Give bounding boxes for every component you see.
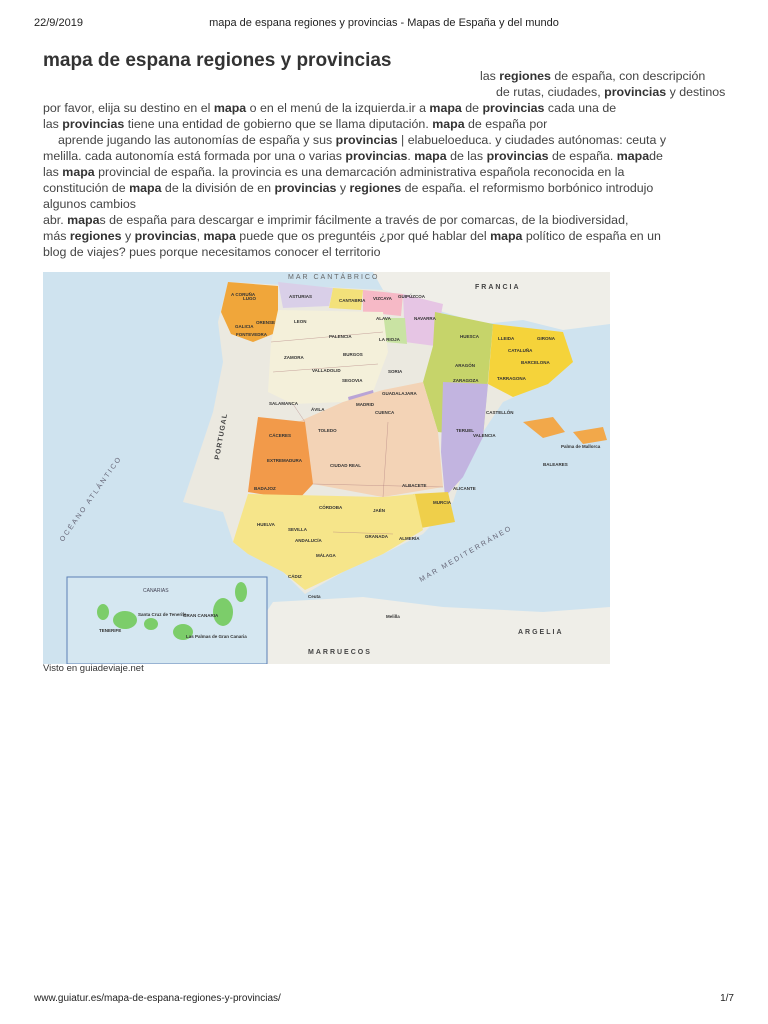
province-label: SEGOVIA: [342, 378, 363, 383]
province-label: BARCELONA: [521, 360, 550, 365]
province-label: ALBACETE: [402, 483, 427, 488]
body-line: [496, 84, 725, 100]
image-credit: Visto en guiadeviaje.net: [43, 663, 144, 674]
text-run: las: [43, 165, 63, 179]
text-run: provincial de españa. la provincia es una demarcación administrativa española reconocida en la: [94, 165, 625, 179]
text-run: de las: [446, 149, 487, 163]
keyword: provincias: [482, 101, 545, 115]
map-svg: [43, 272, 610, 664]
province-label: HUESCA: [460, 334, 480, 339]
body-line: [480, 68, 705, 84]
province-label: GUADALAJARA: [382, 391, 417, 396]
province-label: TARRAGONA: [497, 376, 526, 381]
province-label: TERUEL: [456, 428, 474, 433]
text-run: político de españa en un: [522, 229, 661, 243]
print-url: www.guiatur.es/mapa-de-espana-regiones-y-provincias/: [34, 993, 281, 1004]
page-title: mapa de espana regiones y provincias: [43, 50, 392, 71]
province-label: SEVILLA: [288, 527, 308, 532]
province-label: ANDALUCÍA: [295, 538, 322, 543]
province-label: ASTURIAS: [289, 294, 313, 299]
province-label: EXTREMADURA: [267, 458, 303, 463]
text-run: aprende jugando las autonomías de españa y sus: [58, 133, 336, 147]
text-run: y: [336, 181, 350, 195]
print-title: mapa de espana regiones y provincias - Mapas de España y del mundo: [209, 17, 559, 29]
keyword: provincias: [604, 85, 667, 99]
province-label: CATALUÑA: [508, 348, 533, 353]
text-run: | elabueloeduca. y ciudades autónomas: ceuta y: [397, 133, 667, 147]
keyword: mapa: [67, 213, 100, 227]
text-run: de rutas, ciudades,: [496, 85, 605, 99]
province-label: ALAVA: [376, 316, 391, 321]
keyword: provincias: [62, 117, 125, 131]
province-label: PALENCIA: [329, 334, 352, 339]
body-line: [43, 100, 616, 116]
keyword: regiones: [349, 181, 402, 195]
province-label: ORENSE: [256, 320, 276, 325]
keyword: mapa: [432, 117, 465, 131]
province-label: ARAGÓN: [455, 363, 475, 368]
province-label: GRANADA: [365, 534, 388, 539]
text-run: melilla. cada autonomía está formada por una o varias: [43, 149, 346, 163]
keyword: mapa: [203, 229, 236, 243]
keyword: mapa: [429, 101, 462, 115]
province-label: CÁDIZ: [288, 574, 302, 579]
province-label: BADAJOZ: [254, 486, 276, 491]
province-label: LUGO: [243, 296, 256, 301]
keyword: regiones: [499, 69, 551, 83]
province-label: BALEARES: [543, 462, 568, 467]
province-label: ALMERÍA: [399, 536, 420, 541]
body-line: [43, 212, 628, 228]
text-run: de españa, con descripción: [550, 69, 706, 83]
province-label: Las Palmas de Gran Canaria: [186, 634, 247, 639]
label-algeria: ARGELIA: [518, 629, 564, 636]
province-label: CUENCA: [375, 410, 395, 415]
text-run: o en el menú de la izquierda.ir a: [246, 101, 430, 115]
body-line: [43, 196, 136, 212]
print-page-number: 1/7: [720, 993, 734, 1004]
keyword: provincias: [274, 181, 337, 195]
label-france: FRANCIA: [475, 284, 521, 291]
province-label: A CORUÑA: [231, 292, 256, 297]
text-run: .: [407, 149, 415, 163]
province-label: GRAN CANARIA: [183, 613, 219, 618]
keyword: provincias: [335, 133, 398, 147]
text-run: algunos cambios: [43, 197, 136, 211]
text-run: y: [121, 229, 135, 243]
province-label: BURGOS: [343, 352, 363, 357]
text-run: de españa.: [548, 149, 617, 163]
body-line: [43, 244, 381, 260]
province-label: NAVARRA: [414, 316, 436, 321]
province-label: ALICANTE: [453, 486, 476, 491]
keyword: mapa: [490, 229, 523, 243]
province-label: GIRONA: [537, 336, 555, 341]
province-label: MURCIA: [433, 500, 451, 505]
text-run: y destinos: [666, 85, 726, 99]
province-label: VALENCIA: [473, 433, 496, 438]
province-label: LLEIDA: [498, 336, 515, 341]
label-islands: CANARIAS: [143, 588, 169, 594]
province-label: HUELVA: [257, 522, 275, 527]
text-run: de: [649, 149, 663, 163]
province-label: TOLEDO: [318, 428, 337, 433]
keyword: provincias: [486, 149, 549, 163]
province-label: MÁLAGA: [316, 553, 336, 558]
keyword: mapa: [414, 149, 447, 163]
province-label: SALAMANCA: [269, 401, 298, 406]
keyword: mapa: [213, 101, 247, 115]
label-morocco: MARRUECOS: [308, 649, 372, 656]
text-run: puede que os preguntéis ¿por qué hablar del: [235, 229, 491, 243]
body-line: [43, 116, 547, 132]
province-label: CANTABRIA: [339, 298, 366, 303]
text-run: más: [43, 229, 70, 243]
text-run: las: [43, 117, 63, 131]
text-run: constitución de: [43, 181, 130, 195]
province-label: GALICIA: [235, 324, 254, 329]
province-label: CIUDAD REAL: [330, 463, 361, 468]
text-run: las: [480, 69, 500, 83]
province-label: MADRID: [356, 402, 374, 407]
body-line: [43, 228, 661, 244]
province-label: VALLADOLID: [312, 368, 341, 373]
text-run: ,: [196, 229, 204, 243]
label-sea-north: MAR CANTÁBRICO: [288, 274, 380, 281]
province-label: LEON: [294, 319, 307, 324]
text-run: por favor, elija su destino en el: [43, 101, 214, 115]
keyword: mapa: [62, 165, 95, 179]
province-label: ZAMORA: [284, 355, 304, 360]
text-run: cada una de: [544, 101, 617, 115]
province-label: Melilla: [386, 614, 400, 619]
body-line: [43, 148, 663, 164]
label-portugal: PORTUGAL: [214, 412, 230, 461]
keyword: mapa: [129, 181, 162, 195]
keyword: mapa: [616, 149, 650, 163]
body-line: [43, 164, 624, 180]
text-run: de españa. el reformismo borbónico introdujo: [401, 181, 654, 195]
province-label: LA RIOJA: [379, 337, 400, 342]
text-run: de españa por: [464, 117, 548, 131]
province-label: Santa Cruz de Tenerife: [138, 612, 187, 617]
text-run: abr.: [43, 213, 68, 227]
province-label: FONTEVEDRA: [236, 332, 268, 337]
body-line: [43, 180, 653, 196]
province-label: ZARAGOZA: [453, 378, 479, 383]
province-label: CÁCERES: [269, 433, 292, 438]
print-date: 22/9/2019: [34, 17, 83, 29]
text-run: de la división de en: [161, 181, 275, 195]
keyword: provincias: [345, 149, 408, 163]
province-label: ÁVILA: [311, 407, 325, 412]
body-line: [58, 132, 666, 148]
spain-map-image: [43, 272, 610, 664]
province-label: CÓRDOBA: [319, 505, 343, 510]
text-run: tiene una entidad de gobierno que se llama diputación.: [124, 117, 433, 131]
province-label: TENERIFE: [99, 628, 122, 633]
region-baleares: [523, 417, 607, 444]
province-label: CASTELLÓN: [486, 410, 514, 415]
province-label: Palma de Mallorca: [561, 444, 601, 449]
province-label: Ceuta: [308, 594, 321, 599]
province-label: GUIPÚZCOA: [398, 294, 425, 299]
province-label: JAÉN: [373, 508, 386, 513]
text-run: de: [461, 101, 483, 115]
province-label: SORIA: [388, 369, 403, 374]
text-run: blog de viajes? pues porque necesitamos conocer el territorio: [43, 245, 381, 259]
label-ocean: OCÉANO ATLÁNTICO: [58, 455, 124, 544]
label-sea-med: MAR MEDITERRÁNEO: [418, 524, 514, 584]
keyword: provincias: [134, 229, 197, 243]
region-valencia: [441, 382, 488, 497]
province-label: VIZCAYA: [373, 296, 392, 301]
keyword: regiones: [69, 229, 122, 243]
text-run: s de españa para descargar e imprimir fácilmente a través de por comarcas, de la biodiversidad,: [99, 213, 629, 227]
